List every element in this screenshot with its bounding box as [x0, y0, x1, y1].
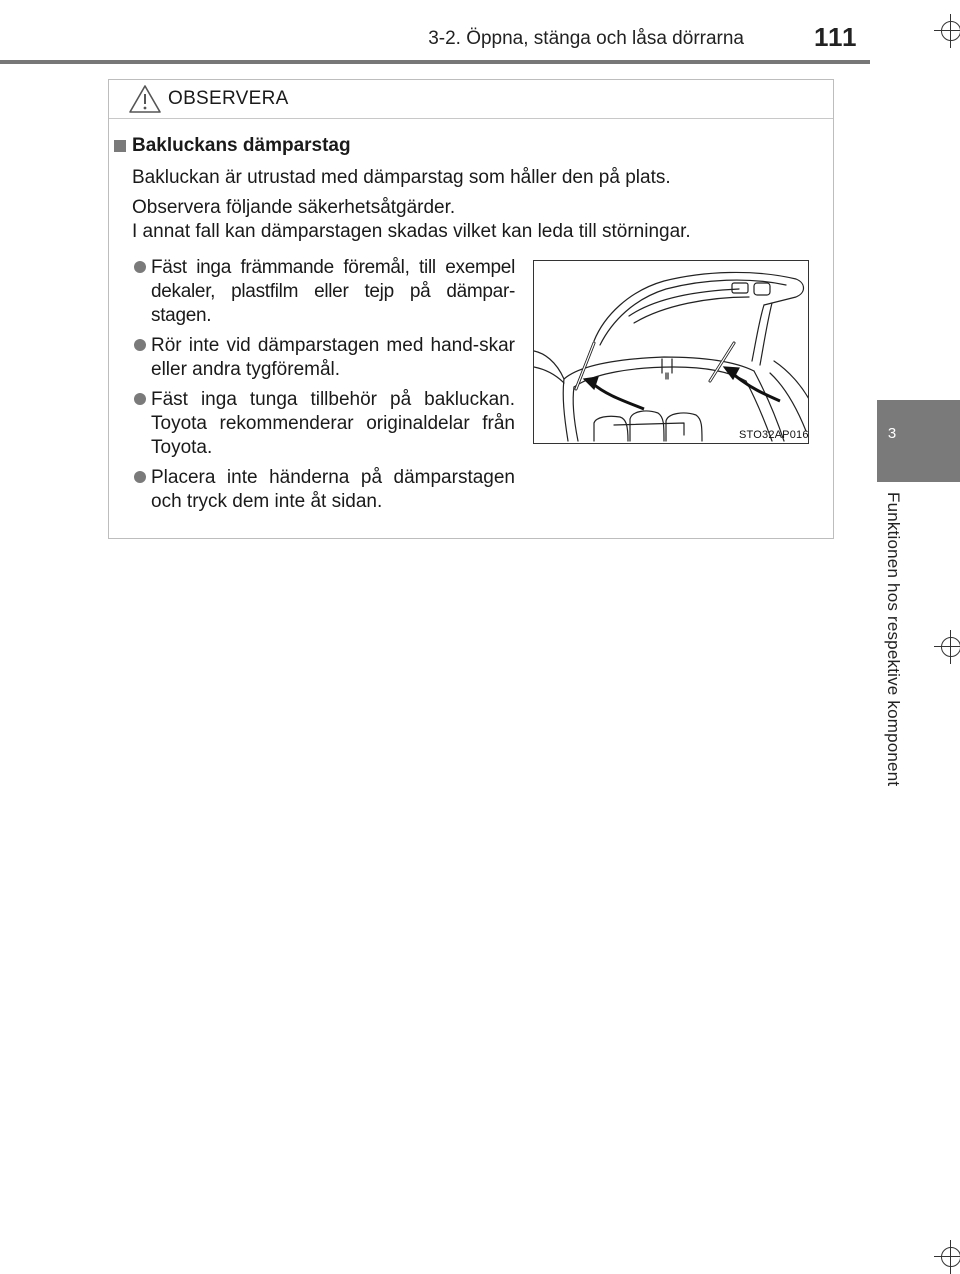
header-rule	[0, 60, 870, 64]
chapter-number: 3	[887, 425, 897, 442]
section-square-icon	[114, 140, 126, 152]
bullet-item: Fäst inga tunga tillbehör på bakluckan. Toyota rekommenderar originaldelar från Toyota.	[151, 389, 515, 458]
back-door-damper-illustration	[533, 260, 809, 444]
running-header: 3-2. Öppna, stänga och låsa dörrarna	[428, 28, 744, 49]
crop-mark-icon	[934, 1240, 960, 1274]
paragraph-intro: Bakluckan är utrustad med dämparstag som håller den på plats.	[132, 167, 671, 188]
warning-triangle-icon	[128, 84, 162, 114]
page-number: 111	[814, 22, 858, 52]
crop-mark-icon	[934, 630, 960, 664]
bullet-item: Placera inte händerna på dämparstagen och tryck dem inte åt sidan.	[151, 467, 515, 512]
bullet-item: Fäst inga främmande föremål, till exempel dekaler, plastfilm eller tejp på dämpar-stagen.	[151, 257, 515, 326]
bullet-icon	[134, 393, 146, 405]
paragraph-caution-1: Observera följande säkerhetsåtgärder.	[132, 197, 456, 218]
tailgate-drawing-icon	[534, 261, 809, 444]
chapter-title-text: Funktionen hos respektive komponent	[884, 492, 903, 787]
bullet-icon	[134, 339, 146, 351]
bullet-icon	[134, 471, 146, 483]
bullet-item: Rör inte vid dämparstagen med hand-skar eller andra tygföremål.	[151, 335, 515, 380]
crop-mark-icon	[934, 14, 960, 48]
paragraph-caution-2: I annat fall kan dämparstagen skadas vilket kan leda till störningar.	[132, 221, 691, 242]
notice-title: OBSERVERA	[168, 88, 289, 109]
section-heading: Bakluckans dämparstag	[132, 135, 351, 156]
illustration-code: STO32AP016	[739, 429, 809, 441]
chapter-title	[878, 492, 908, 832]
bullet-icon	[134, 261, 146, 273]
